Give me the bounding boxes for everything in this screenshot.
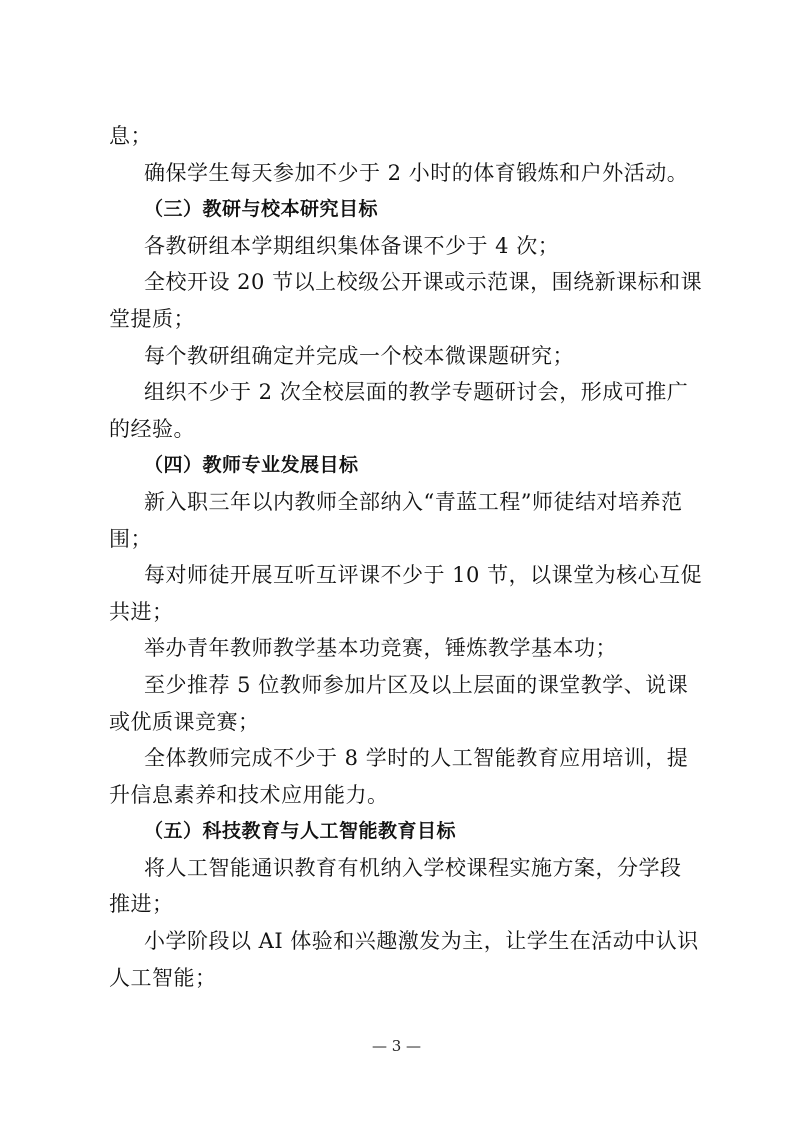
document-body [109,118,703,996]
paragraph-line: 小学阶段以 AI 体验和兴趣激发为主，让学生在活动中认识 [144,929,699,954]
paragraph-line: 各教研组本学期组织集体备课不少于 4 次； [144,233,560,258]
paragraph-line: 推进； [109,892,174,917]
paragraph-line: 人工智能； [109,965,217,990]
paragraph-line: 新入职三年以内教师全部纳入“青蓝工程”师徒结对培养范 [144,489,683,514]
page-number: — 3 — [371,1037,422,1055]
paragraph-line: 确保学生每天参加不少于 2 小时的体育锻炼和户外活动。 [144,160,689,185]
paragraph-line: 每对师徒开展互听互评课不少于 10 节，以课堂为核心互促 [144,563,703,588]
paragraph-line: 或优质课竞赛； [109,709,260,734]
paragraph-line: 堂提质； [109,306,195,331]
paragraph-line: 组织不少于 2 次全校层面的教学专题研讨会，形成可推广 [144,380,689,405]
paragraph-line: 的经验。 [109,416,195,441]
paragraph-line: 围； [109,526,152,551]
paragraph-line: 升信息素养和技术应用能力。 [109,782,389,807]
paragraph-line: 共进； [109,599,174,624]
section-heading: （三）教研与校本研究目标 [144,198,379,221]
paragraph-line: 息； [109,124,152,148]
paragraph-line: 每个教研组确定并完成一个校本微课题研究； [144,343,574,368]
paragraph-line: 将人工智能通识教育有机纳入学校课程实施方案，分学段 [144,855,682,880]
section-heading: （四）教师专业发展目标 [144,454,359,477]
paragraph-line: 举办青年教师教学基本功竞赛，锤炼教学基本功； [144,636,617,661]
paragraph-line: 至少推荐 5 位教师参加片区及以上层面的课堂教学、说课 [144,672,689,697]
paragraph-line: 全体教师完成不少于 8 学时的人工智能教育应用培训，提 [144,746,689,771]
section-heading: （五）科技教育与人工智能教育目标 [144,820,457,843]
paragraph-line: 全校开设 20 节以上校级公开课或示范课，围绕新课标和课 [144,270,703,295]
